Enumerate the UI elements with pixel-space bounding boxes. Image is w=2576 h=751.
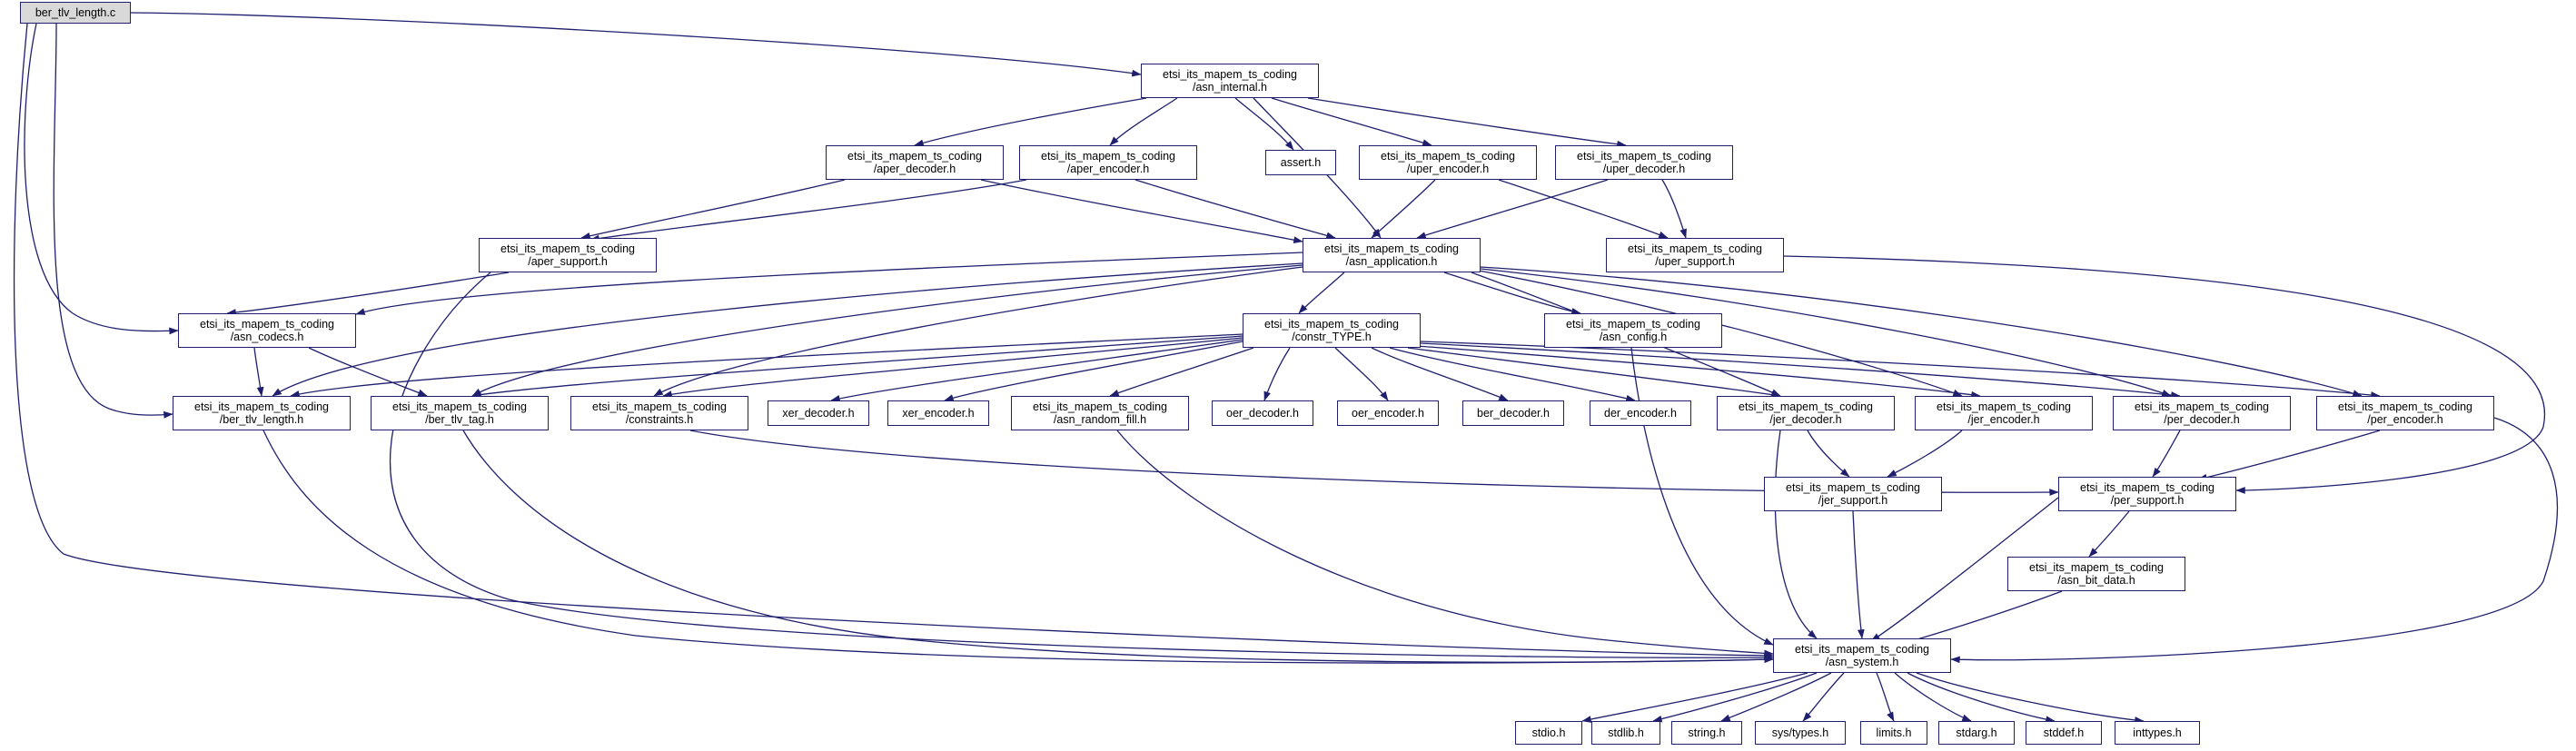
node-label-line1: ber_decoder.h <box>1477 407 1550 420</box>
edge-n11-to-n20 <box>1335 348 1388 400</box>
node-label-line2: /aper_encoder.h <box>1066 163 1150 175</box>
edge-n11-to-n22 <box>1390 348 1635 400</box>
graph-node-etsi-its-mapem-ts-coding-ber-tlv-length-h[interactable] <box>173 396 351 430</box>
graph-node-limits-h[interactable] <box>1860 721 1927 745</box>
node-label-line1: etsi_its_mapem_ts_coding <box>1937 400 2071 413</box>
edge-n1-to-n4 <box>1235 98 1293 150</box>
node-label-line1: etsi_its_mapem_ts_coding <box>1566 318 1700 331</box>
edge-n11-to-n21 <box>1372 348 1508 400</box>
graph-node-oer-decoder-h[interactable] <box>1212 400 1313 426</box>
edge-n8-to-n14 <box>472 265 1303 396</box>
edge-n30-to-n37 <box>1907 673 2055 721</box>
graph-node-etsi-its-mapem-ts-coding-uper-encoder-h[interactable] <box>1359 145 1537 180</box>
edge-n8-to-n13 <box>272 263 1303 396</box>
graph-node-etsi-its-mapem-ts-coding-ber-tlv-tag-h[interactable] <box>371 396 549 430</box>
graph-node-etsi-its-mapem-ts-coding-uper-support-h[interactable] <box>1606 238 1784 272</box>
edge-n8-to-n15 <box>654 267 1303 396</box>
graph-node-inttypes-h[interactable] <box>2115 721 2200 745</box>
node-label-line1: etsi_its_mapem_ts_coding <box>1795 643 1929 656</box>
node-label-line1: sys/types.h <box>1771 726 1829 739</box>
node-label-line1: etsi_its_mapem_ts_coding <box>1628 242 1762 255</box>
node-label-line1: inttypes.h <box>2133 726 2182 739</box>
graph-node-oer-encoder-h[interactable] <box>1337 400 1439 426</box>
edge-n6-to-n8 <box>1417 180 1608 238</box>
node-label-line2: /per_encoder.h <box>2367 413 2443 426</box>
node-label-line1: etsi_its_mapem_ts_coding <box>1033 400 1167 413</box>
graph-node-string-h[interactable] <box>1671 721 1742 745</box>
node-label-line2: /ber_tlv_tag.h <box>425 413 494 426</box>
edge-n3-to-n8 <box>1135 180 1335 238</box>
node-label-line2: /uper_support.h <box>1655 255 1735 268</box>
node-label-line1: etsi_its_mapem_ts_coding <box>1324 242 1459 255</box>
graph-node-etsi-its-mapem-ts-coding-constr-type-h[interactable] <box>1243 313 1421 348</box>
graph-node-etsi-its-mapem-ts-coding-asn-codecs-h[interactable] <box>178 313 356 348</box>
node-label-line1: stdlib.h <box>1608 726 1644 739</box>
graph-node-etsi-its-mapem-ts-coding-jer-decoder-h[interactable] <box>1717 396 1895 430</box>
node-label-line2: /constraints.h <box>625 413 694 426</box>
node-label-line1: ber_tlv_length.c <box>35 6 116 19</box>
graph-node-etsi-its-mapem-ts-coding-uper-decoder-h[interactable] <box>1555 145 1733 180</box>
node-label-line2: /per_decoder.h <box>2164 413 2240 426</box>
node-label-line1: stdarg.h <box>1956 726 1997 739</box>
node-label-line1: etsi_its_mapem_ts_coding <box>1041 150 1175 163</box>
node-label-line2: /asn_application.h <box>1345 255 1438 268</box>
graph-node-etsi-its-mapem-ts-coding-per-encoder-h[interactable] <box>2316 396 2494 430</box>
edge-n29-to-n30 <box>1898 591 2062 645</box>
edge-n11-to-n19 <box>1264 348 1290 400</box>
node-label-line1: etsi_its_mapem_ts_coding <box>1786 481 1920 494</box>
node-label-line1: oer_decoder.h <box>1226 407 1299 420</box>
node-label-line1: assert.h <box>1280 156 1322 169</box>
node-label-line2: /constr_TYPE.h <box>1292 331 1372 343</box>
edge-n11-to-n26 <box>1421 341 2380 396</box>
edge-n24-to-n27 <box>1887 430 1962 477</box>
edge-n3-to-n7 <box>590 180 1026 240</box>
edge-n11-to-n16 <box>831 340 1243 400</box>
node-label-line1: etsi_its_mapem_ts_coding <box>592 400 727 413</box>
edge-n30-to-n32 <box>1653 673 1817 721</box>
edge-n25-to-n28 <box>2153 430 2180 477</box>
edge-n1-to-n3 <box>1110 98 1177 145</box>
edge-n2-to-n8 <box>981 180 1303 242</box>
node-label-line1: etsi_its_mapem_ts_coding <box>1577 150 1711 163</box>
node-label-line1: etsi_its_mapem_ts_coding <box>1739 400 1873 413</box>
graph-node-etsi-its-mapem-ts-coding-asn-system-h[interactable] <box>1773 638 1951 673</box>
node-label-line2: /ber_tlv_length.h <box>219 413 304 426</box>
node-label-line1: etsi_its_mapem_ts_coding <box>2080 481 2214 494</box>
edge-n30-to-n33 <box>1721 673 1831 721</box>
graph-node-etsi-its-mapem-ts-coding-per-support-h[interactable] <box>2058 477 2236 511</box>
edge-n28-to-n29 <box>2089 511 2129 557</box>
node-label-line2: /asn_bit_data.h <box>2057 574 2135 587</box>
graph-node-assert-h[interactable] <box>1265 150 1336 175</box>
graph-node-stdio-h[interactable] <box>1515 721 1582 745</box>
node-label-line1: limits.h <box>1876 726 1912 739</box>
node-label-line1: etsi_its_mapem_ts_coding <box>194 400 329 413</box>
node-label-line2: /per_support.h <box>2110 494 2185 507</box>
edge-n11-to-n24 <box>1417 346 1980 396</box>
edge-n0-to-n13 <box>54 24 173 415</box>
edge-n27-to-n30 <box>1853 511 1862 638</box>
node-label-line2: /jer_encoder.h <box>1967 413 2040 426</box>
edge-n18-to-n30 <box>1117 430 1773 654</box>
edge-n7-to-n10 <box>227 272 509 313</box>
edge-n11-to-n14 <box>472 336 1243 396</box>
edge-n12-to-n30 <box>1631 348 1773 645</box>
node-label-line1: der_encoder.h <box>1604 407 1677 420</box>
node-label-line1: stdio.h <box>1531 726 1566 739</box>
node-label-line2: /aper_support.h <box>528 255 608 268</box>
edge-n14-to-n30 <box>463 430 1773 662</box>
edge-n23-to-n30 <box>1775 430 1817 638</box>
graph-node-etsi-its-mapem-ts-coding-aper-support-h[interactable] <box>479 238 657 272</box>
node-label-line2: /asn_codecs.h <box>230 331 304 343</box>
graph-node-sys-types-h[interactable] <box>1755 721 1846 745</box>
graph-node-etsi-its-mapem-ts-coding-jer-encoder-h[interactable] <box>1915 396 2093 430</box>
node-label-line1: xer_decoder.h <box>782 407 855 420</box>
graph-node-etsi-its-mapem-ts-coding-aper-encoder-h[interactable] <box>1019 145 1197 180</box>
edge-n30-to-n35 <box>1877 673 1894 721</box>
edge-n10-to-n13 <box>254 348 262 396</box>
edge-n13-to-n30 <box>263 430 1773 663</box>
node-label-line1: etsi_its_mapem_ts_coding <box>1163 68 1297 81</box>
graph-node-stdlib-h[interactable] <box>1591 721 1660 745</box>
edge-n6-to-n9 <box>1662 180 1686 238</box>
graph-node-ber-decoder-h[interactable] <box>1462 400 1564 426</box>
graph-node-etsi-its-mapem-ts-coding-jer-support-h[interactable] <box>1764 477 1942 511</box>
edge-n26-to-n28 <box>2198 430 2380 479</box>
node-label-line1: etsi_its_mapem_ts_coding <box>847 150 982 163</box>
edge-n0-to-n1 <box>131 13 1141 74</box>
node-label-line2: /jer_decoder.h <box>1769 413 1842 426</box>
graph-node-etsi-its-mapem-ts-coding-asn-bit-data-h[interactable] <box>2007 557 2185 591</box>
edge-n30-to-n34 <box>1803 673 1844 721</box>
edge-n11-to-n15 <box>663 338 1243 396</box>
node-label-line2: /uper_encoder.h <box>1406 163 1490 175</box>
node-label-line1: etsi_its_mapem_ts_coding <box>2029 561 2164 574</box>
node-label-line1: etsi_its_mapem_ts_coding <box>2338 400 2472 413</box>
edge-n5-to-n9 <box>1499 180 1668 238</box>
graph-node-xer-encoder-h[interactable] <box>887 400 989 426</box>
edge-n8-to-n12 <box>1444 272 1580 313</box>
node-label-line2: /asn_config.h <box>1599 331 1668 343</box>
node-label-line1: xer_encoder.h <box>902 407 975 420</box>
edge-n2-to-n7 <box>581 180 845 238</box>
node-label-line1: etsi_its_mapem_ts_coding <box>392 400 527 413</box>
edge-n10-to-n14 <box>309 348 427 396</box>
edge-n11-to-n25 <box>1421 343 2180 396</box>
edge-n23-to-n27 <box>1808 430 1849 477</box>
node-label-line1: etsi_its_mapem_ts_coding <box>500 242 635 255</box>
edge-n0-to-n10 <box>25 24 178 331</box>
node-label-line1: string.h <box>1688 726 1726 739</box>
edge-n30-to-n31 <box>1582 673 1808 721</box>
edge-n5-to-n8 <box>1372 180 1435 238</box>
graph-node-etsi-its-mapem-ts-coding-aper-decoder-h[interactable] <box>826 145 1004 180</box>
edge-n1-to-n5 <box>1272 98 1432 145</box>
graph-node-xer-decoder-h[interactable] <box>768 400 869 426</box>
graph-node-stdarg-h[interactable] <box>1938 721 2015 745</box>
edge-n11-to-n18 <box>1110 348 1253 396</box>
graph-node-etsi-its-mapem-ts-coding-asn-internal-h[interactable] <box>1141 64 1319 98</box>
node-label-line2: /uper_decoder.h <box>1602 163 1686 175</box>
graph-node-etsi-its-mapem-ts-coding-constraints-h[interactable] <box>570 396 748 430</box>
node-label-line2: /aper_decoder.h <box>873 163 956 175</box>
graph-node-etsi-its-mapem-ts-coding-asn-application-h[interactable] <box>1303 238 1481 272</box>
node-label-line1: etsi_its_mapem_ts_coding <box>2135 400 2269 413</box>
node-label-line1: etsi_its_mapem_ts_coding <box>1264 318 1399 331</box>
edge-n1-to-n2 <box>915 98 1146 145</box>
node-label-line1: stddef.h <box>2043 726 2085 739</box>
graph-node-der-encoder-h[interactable] <box>1590 400 1691 426</box>
edge-n30-to-n36 <box>1895 673 1971 721</box>
node-label-line2: /jer_support.h <box>1818 494 1888 507</box>
graph-node-ber-tlv-length-c[interactable] <box>20 2 131 24</box>
graph-node-etsi-its-mapem-ts-coding-per-decoder-h[interactable] <box>2113 396 2291 430</box>
node-label-line2: /asn_random_fill.h <box>1053 413 1147 426</box>
graph-node-stddef-h[interactable] <box>2026 721 2102 745</box>
node-label-line2: /asn_internal.h <box>1192 81 1267 94</box>
edge-n9-to-n28 <box>1784 256 2544 490</box>
node-label-line1: oer_encoder.h <box>1352 407 1424 420</box>
edge-n11-to-n23 <box>1408 348 1780 396</box>
edge-n11-to-n17 <box>945 341 1243 400</box>
node-label-line2: /asn_system.h <box>1825 656 1899 668</box>
graph-node-etsi-its-mapem-ts-coding-asn-config-h[interactable] <box>1544 313 1722 348</box>
edge-n26-to-n30 <box>1951 418 2557 660</box>
edge-n1-to-n6 <box>1308 98 1626 145</box>
edge-n11-to-n13 <box>291 334 1243 396</box>
node-label-line1: etsi_its_mapem_ts_coding <box>1381 150 1515 163</box>
edge-n30-to-n38 <box>1917 673 2144 721</box>
node-label-line1: etsi_its_mapem_ts_coding <box>200 318 334 331</box>
edge-n8-to-n11 <box>1299 272 1344 313</box>
graph-node-etsi-its-mapem-ts-coding-asn-random-fill-h[interactable] <box>1011 396 1189 430</box>
